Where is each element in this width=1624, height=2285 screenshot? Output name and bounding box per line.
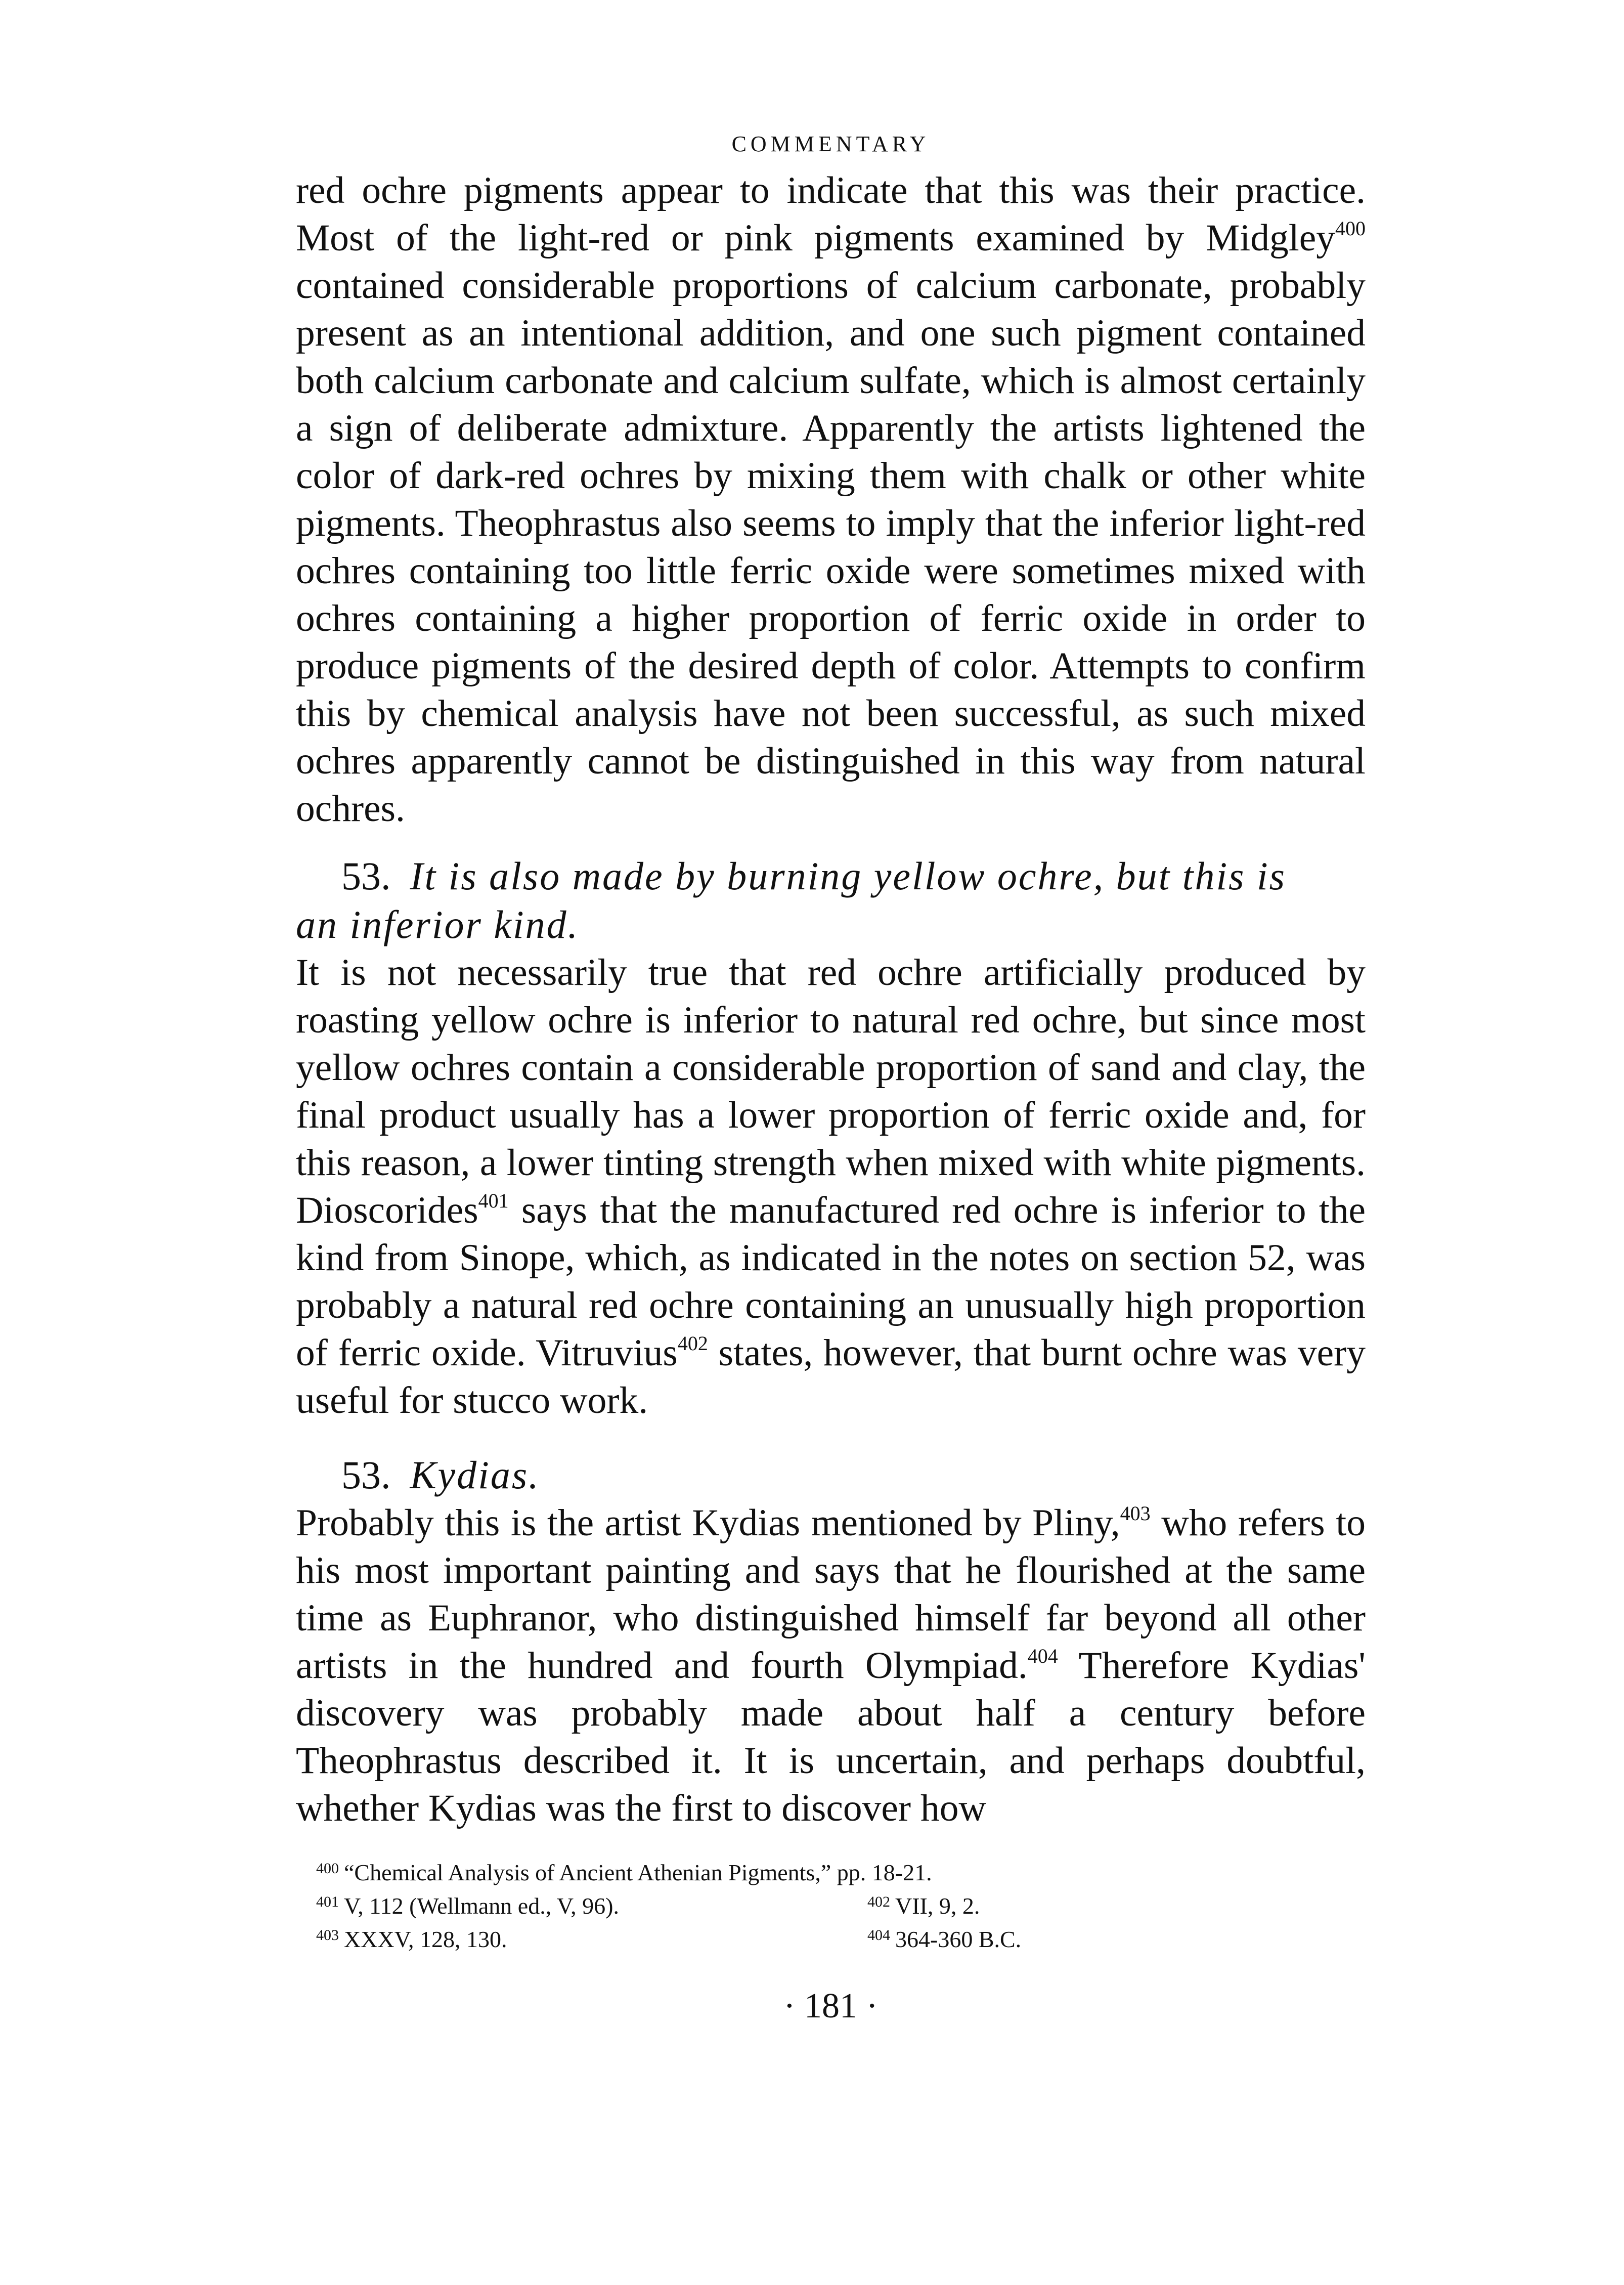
paragraph-text: Probably this is the artist Kydias mentioned by Pliny, <box>296 1502 1120 1544</box>
footnote-number: 403 <box>316 1927 339 1944</box>
section-number: 53. <box>341 854 391 898</box>
footnote-text: XXXV, 128, 130. <box>344 1926 507 1952</box>
page <box>296 126 1366 2027</box>
running-head: COMMENTARY <box>731 132 930 156</box>
paragraph-text: red ochre pigments appear to indicate that this was their practice. Most of the light-red or pink pigments examined by Midgley <box>296 169 1366 259</box>
footnote-text: V, 112 (Wellmann ed., V, 96). <box>344 1893 620 1919</box>
footnote-401 <box>296 1891 847 1924</box>
commentary-paragraph-3 <box>296 1499 1366 1832</box>
paragraph-text: says that the manufactured red ochre is inferior to the kind from Sinope, which, as indicated in the notes on section 52, was probably a natural red ochre containing an unusually high proportion of ferric oxide. Vitruvius <box>296 1189 1366 1374</box>
footnotes <box>296 1858 1366 1958</box>
footnote-ref-400: 400 <box>1335 217 1366 240</box>
footnote-ref-404: 404 <box>1027 1644 1058 1667</box>
footnote-text: “Chemical Analysis of Ancient Athenian Pigments,” pp. 18-21. <box>344 1860 932 1885</box>
footnote-number: 400 <box>316 1860 339 1877</box>
paragraph-text: It is not necessarily true that red ochre artificially produced by roasting yellow ochre is inferior to natural red ochre, but since most yellow ochres contain a considerable proportion of sand and clay, the final product usually has a lower proportion of ferric oxide and, for this reason, a lower tinting strength when mixed with white pigments. Dioscorides <box>296 952 1366 1231</box>
section-lemma: Kydias. <box>410 1453 540 1497</box>
paragraph-text: who refers to his most important painting and says that he flourished at the same time as Euphranor, who distinguished himself far beyond all other artists in the hundred and fourth Olympiad. <box>296 1502 1366 1687</box>
section-lemma-line-1: It is also made by burning yellow ochre, but this is <box>410 854 1286 898</box>
section-number: 53. <box>341 1453 391 1497</box>
section-heading-53-kydias <box>296 1451 1366 1499</box>
section-lemma-line-2: an inferior kind. <box>296 902 580 946</box>
footnote-402 <box>847 1891 980 1924</box>
footnote-number: 401 <box>316 1893 339 1910</box>
footnote-400 <box>296 1858 932 1891</box>
commentary-paragraph-2 <box>296 949 1366 1425</box>
footnote-ref-401: 401 <box>478 1189 509 1212</box>
commentary-paragraph-1 <box>296 167 1366 833</box>
footnote-ref-403: 403 <box>1120 1501 1151 1525</box>
footnote-403 <box>296 1924 847 1958</box>
footnote-404 <box>847 1924 1021 1958</box>
footnote-text: 364-360 B.C. <box>895 1926 1022 1952</box>
footnote-number: 402 <box>867 1893 890 1910</box>
footnote-row <box>296 1891 1366 1924</box>
footnote-row <box>296 1924 1366 1958</box>
footnote-row <box>296 1858 1366 1891</box>
footnote-ref-402: 402 <box>677 1331 708 1355</box>
section-heading-53-burning <box>296 852 1366 949</box>
paragraph-text: states, however, that burnt ochre was very useful for stucco work. <box>296 1332 1366 1421</box>
paragraph-text: contained considerable proportions of calcium carbonate, probably present as an intentional addition, and one such pigment contained both calcium carbonate and calcium sulfate, which is almost certainly a sign of deliberate admixture. Apparently the artists lightened the color of dark-red ochres by mixing them with chalk or other white pigments. Theophrastus also seems to imply that the inferior light-red ochres containing too little ferric oxide were sometimes mixed with ochres containing a higher proportion of ferric oxide in order to produce pigments of the desired depth of color. Attempts to confirm this by chemical analysis have not been successful, as such mixed ochres apparently cannot be distinguished in this way from natural ochres. <box>296 265 1366 830</box>
page-number: · 181 · <box>783 1987 878 2025</box>
footnote-number: 404 <box>867 1927 890 1944</box>
footnote-text: VII, 9, 2. <box>895 1893 980 1919</box>
paragraph-text: Therefore Kydias' discovery was probably made about half a century before Theophrastus described it. It is uncertain, and perhaps doubtful, whether Kydias was the first to discover how <box>296 1645 1366 1829</box>
